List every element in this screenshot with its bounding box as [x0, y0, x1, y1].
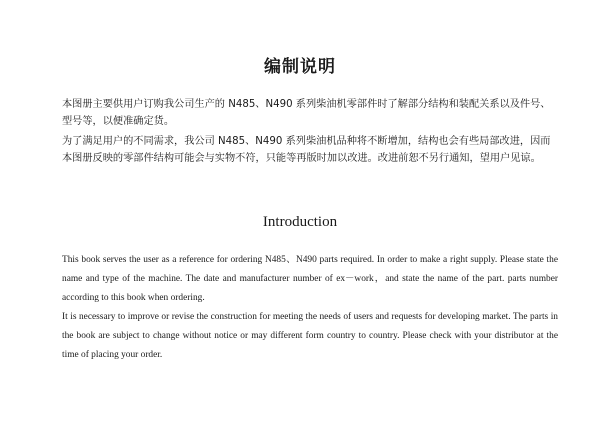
english-paragraph-1: This book serves the user as a reference for ordering N485、N490 parts required. In order to make a right supply. Please state the name and type of the machine. The date and manufacturer number of ex－work，and state the name of the part. parts number according to this book when ordering.: [62, 255, 558, 303]
english-title: Introduction: [262, 214, 338, 230]
chinese-paragraph-2: 为了满足用户的不同需求，我公司 N485、N490 系列柴油机品种将不断增加，结构也会有些局部改进，因而本图册反映的零部件结构可能会与实物不符，只能等再版时加以改进。改进前恕不另行通知，望用户见谅。: [62, 136, 551, 164]
english-paragraph-2: It is necessary to improve or revise the construction for meeting the needs of users and requests for developing market. The parts in the book are subject to change without notice or may different form country to country. Please check with your distributor at the time of placing your order.: [62, 312, 558, 360]
chinese-paragraph-1: 本图册主要供用户订购我公司生产的 N485、N490 系列柴油机零部件时了解部分结构和装配关系以及件号、型号等，以便准确定货。: [62, 99, 551, 127]
chinese-title: 编制说明: [264, 57, 336, 77]
